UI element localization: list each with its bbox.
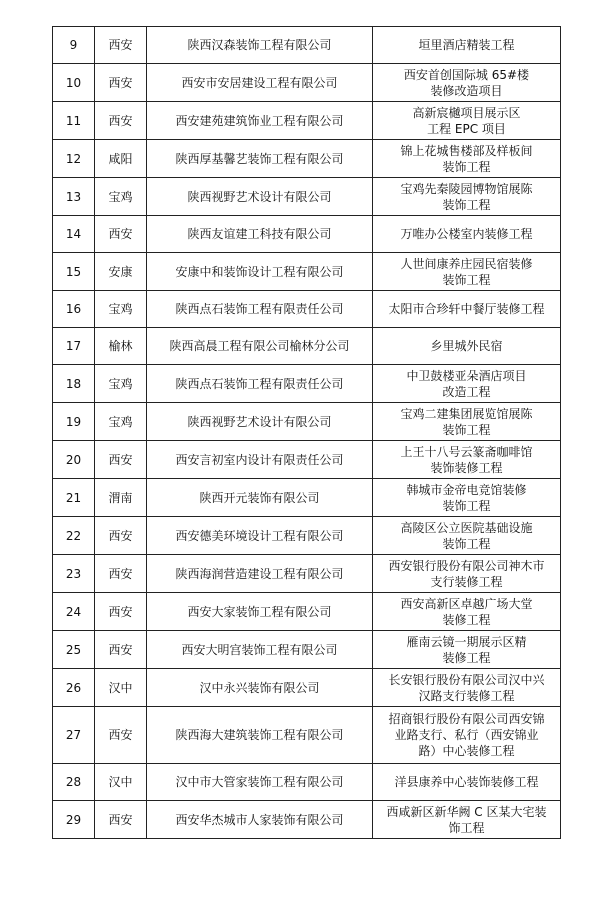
table-row xyxy=(53,555,561,593)
project-line: 招商银行股份有限公司西安锦 xyxy=(388,712,545,726)
city-cell: 榆林 xyxy=(95,328,147,365)
city-cell: 西安 xyxy=(95,102,147,140)
table-row xyxy=(53,253,561,291)
company-cell: 西安市安居建设工程有限公司 xyxy=(147,64,373,102)
project-line: 长安银行股份有限公司汉中兴 xyxy=(388,672,545,687)
project-cell xyxy=(373,707,561,764)
row-number-cell: 18 xyxy=(53,365,95,403)
company-cell: 陕西视野艺术设计有限公司 xyxy=(147,178,373,216)
project-cell xyxy=(373,27,561,64)
city-cell: 汉中 xyxy=(95,764,147,801)
project-line: 装修改造项目 xyxy=(430,83,503,98)
city-cell: 西安 xyxy=(95,517,147,555)
city-cell: 西安 xyxy=(95,801,147,839)
project-cell xyxy=(373,403,561,441)
row-number-cell: 16 xyxy=(53,291,95,328)
table-body xyxy=(53,27,561,839)
city-cell: 西安 xyxy=(95,555,147,593)
project-line: 饰工程 xyxy=(448,820,485,835)
row-number-cell: 27 xyxy=(53,707,95,764)
project-line: 装修工程 xyxy=(442,612,491,627)
city-cell: 渭南 xyxy=(95,479,147,517)
project-line: 业路支行、私行（西安锦业 xyxy=(394,728,539,742)
project-line: 西安高新区卓越广场大堂 xyxy=(400,596,533,611)
row-number-cell: 19 xyxy=(53,403,95,441)
project-cell xyxy=(373,555,561,593)
project-line: 装饰装修工程 xyxy=(430,460,503,475)
company-cell: 西安大明宫装饰工程有限公司 xyxy=(147,631,373,669)
city-cell: 安康 xyxy=(95,253,147,291)
company-cell: 西安大家装饰工程有限公司 xyxy=(147,593,373,631)
project-cell xyxy=(373,441,561,479)
city-cell: 西安 xyxy=(95,64,147,102)
project-line: 西安首创国际城 65#楼 xyxy=(403,67,530,82)
project-cell xyxy=(373,517,561,555)
project-cell xyxy=(373,64,561,102)
table-row xyxy=(53,291,561,328)
company-cell: 西安华杰城市人家装饰有限公司 xyxy=(147,801,373,839)
project-cell xyxy=(373,178,561,216)
company-cell: 陕西友谊建工科技有限公司 xyxy=(147,216,373,253)
project-cell xyxy=(373,593,561,631)
city-cell: 宝鸡 xyxy=(95,365,147,403)
company-cell: 汉中市大管家装饰工程有限公司 xyxy=(147,764,373,801)
project-line: 西咸新区新华阙 C 区某大宅装 xyxy=(386,804,547,819)
table-row xyxy=(53,593,561,631)
project-line: 西安银行股份有限公司神木市 xyxy=(388,558,545,573)
company-cell: 安康中和装饰设计工程有限公司 xyxy=(147,253,373,291)
row-number-cell: 20 xyxy=(53,441,95,479)
company-cell: 陕西点石装饰工程有限责任公司 xyxy=(147,365,373,403)
company-cell: 陕西点石装饰工程有限责任公司 xyxy=(147,291,373,328)
row-number-cell: 21 xyxy=(53,479,95,517)
company-cell: 西安建苑建筑饰业工程有限公司 xyxy=(147,102,373,140)
row-number-cell: 17 xyxy=(53,328,95,365)
project-line: 装饰工程 xyxy=(442,197,491,212)
project-line: 汉路支行装修工程 xyxy=(418,688,515,703)
project-line: 支行装修工程 xyxy=(430,574,503,589)
project-line: 装饰工程 xyxy=(442,536,491,551)
project-cell xyxy=(373,216,561,253)
city-cell: 西安 xyxy=(95,216,147,253)
project-line: 高新宸樾项目展示区 xyxy=(412,105,521,120)
table-row xyxy=(53,764,561,801)
project-line: 装修工程 xyxy=(442,650,491,665)
project-cell xyxy=(373,669,561,707)
company-cell: 陕西海润营造建设工程有限公司 xyxy=(147,555,373,593)
row-number-cell: 23 xyxy=(53,555,95,593)
row-number-cell: 29 xyxy=(53,801,95,839)
project-line: 太阳市合珍轩中餐厅装修工程 xyxy=(388,302,545,316)
table-row xyxy=(53,801,561,839)
city-cell: 西安 xyxy=(95,593,147,631)
project-line: 万唯办公楼室内装修工程 xyxy=(400,227,533,241)
row-number-cell: 14 xyxy=(53,216,95,253)
company-cell: 陕西汉森装饰工程有限公司 xyxy=(147,27,373,64)
project-line: 韩城市金帝电竞馆装修 xyxy=(406,482,527,497)
project-cell xyxy=(373,328,561,365)
city-cell: 宝鸡 xyxy=(95,178,147,216)
project-cell xyxy=(373,764,561,801)
row-number-cell: 11 xyxy=(53,102,95,140)
city-cell: 汉中 xyxy=(95,669,147,707)
project-line: 宝鸡二建集团展览馆展陈 xyxy=(400,406,533,421)
company-cell: 陕西开元装饰有限公司 xyxy=(147,479,373,517)
table-row xyxy=(53,441,561,479)
table-row xyxy=(53,669,561,707)
table-row xyxy=(53,328,561,365)
row-number-cell: 28 xyxy=(53,764,95,801)
city-cell: 西安 xyxy=(95,707,147,764)
project-line: 装饰工程 xyxy=(442,159,491,174)
city-cell: 咸阳 xyxy=(95,140,147,178)
row-number-cell: 12 xyxy=(53,140,95,178)
company-cell: 汉中永兴装饰有限公司 xyxy=(147,669,373,707)
row-number-cell: 26 xyxy=(53,669,95,707)
table-row xyxy=(53,178,561,216)
project-cell xyxy=(373,801,561,839)
row-number-cell: 13 xyxy=(53,178,95,216)
project-cell xyxy=(373,479,561,517)
project-line: 改造工程 xyxy=(442,384,491,399)
table-row xyxy=(53,64,561,102)
table-row xyxy=(53,102,561,140)
project-line: 装饰工程 xyxy=(442,272,491,287)
city-cell: 西安 xyxy=(95,27,147,64)
table-row xyxy=(53,27,561,64)
company-cell: 陕西高晨工程有限公司榆林分公司 xyxy=(147,328,373,365)
table-row xyxy=(53,365,561,403)
project-line: 高陵区公立医院基础设施 xyxy=(400,520,533,535)
project-line: 锦上花城售楼部及样板间 xyxy=(400,143,533,158)
award-projects-table xyxy=(52,26,561,839)
company-cell: 陕西视野艺术设计有限公司 xyxy=(147,403,373,441)
company-cell: 西安言初室内设计有限责任公司 xyxy=(147,441,373,479)
row-number-cell: 22 xyxy=(53,517,95,555)
project-line: 装饰工程 xyxy=(442,422,491,437)
project-line: 洋县康养中心装饰装修工程 xyxy=(394,775,539,789)
table-row xyxy=(53,707,561,764)
company-cell: 西安德美环境设计工程有限公司 xyxy=(147,517,373,555)
row-number-cell: 25 xyxy=(53,631,95,669)
project-cell xyxy=(373,631,561,669)
project-cell xyxy=(373,140,561,178)
project-cell xyxy=(373,253,561,291)
project-line: 工程 EPC 项目 xyxy=(427,121,506,136)
row-number-cell: 9 xyxy=(53,27,95,64)
project-line: 上王十八号云篆斋咖啡馆 xyxy=(400,444,533,459)
project-line: 乡里城外民宿 xyxy=(430,339,503,353)
table-row xyxy=(53,140,561,178)
city-cell: 宝鸡 xyxy=(95,403,147,441)
project-line: 雁南云镜一期展示区精 xyxy=(406,634,527,649)
project-line: 垣里酒店精装工程 xyxy=(418,38,515,52)
row-number-cell: 15 xyxy=(53,253,95,291)
row-number-cell: 24 xyxy=(53,593,95,631)
company-cell: 陕西厚基馨艺装饰工程有限公司 xyxy=(147,140,373,178)
table-row xyxy=(53,631,561,669)
project-line: 装饰工程 xyxy=(442,498,491,513)
table-row xyxy=(53,517,561,555)
project-line: 人世间康养庄园民宿装修 xyxy=(400,256,533,271)
project-line: 宝鸡先秦陵园博物馆展陈 xyxy=(400,181,533,196)
row-number-cell: 10 xyxy=(53,64,95,102)
city-cell: 西安 xyxy=(95,631,147,669)
city-cell: 西安 xyxy=(95,441,147,479)
table-row xyxy=(53,216,561,253)
table-row xyxy=(53,479,561,517)
city-cell: 宝鸡 xyxy=(95,291,147,328)
project-line: 中卫鼓楼亚朵酒店项目 xyxy=(406,368,527,383)
project-cell xyxy=(373,365,561,403)
project-cell xyxy=(373,291,561,328)
company-cell: 陕西海大建筑装饰工程有限公司 xyxy=(147,707,373,764)
project-line: 路）中心装修工程 xyxy=(418,744,515,758)
project-cell xyxy=(373,102,561,140)
table-row xyxy=(53,403,561,441)
